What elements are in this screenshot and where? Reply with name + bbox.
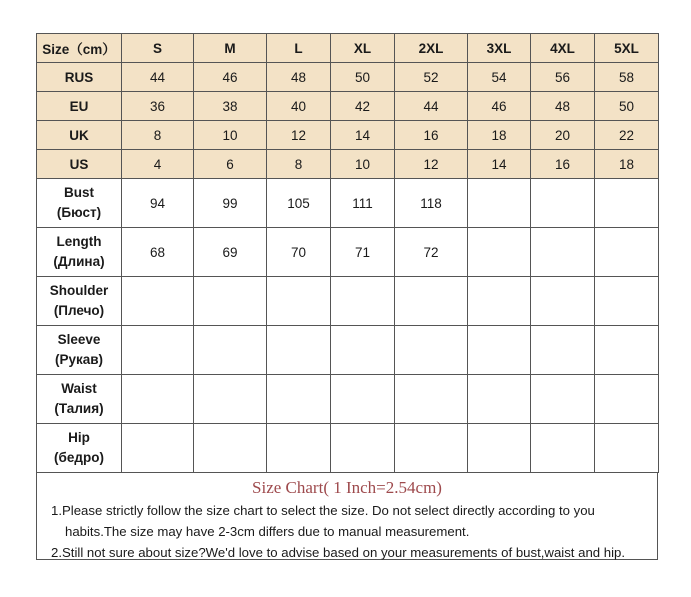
- measurement-label-en: Length: [56, 234, 102, 249]
- measurement-label-ru: (Рукав): [54, 352, 104, 367]
- measurement-value: 118: [395, 179, 468, 228]
- measurement-value: [595, 326, 659, 375]
- measurement-value: 69: [194, 228, 267, 277]
- measurement-label-en: Sleeve: [57, 332, 101, 347]
- measurement-value: [122, 375, 194, 424]
- size-system-value: 16: [395, 121, 468, 150]
- measurement-label-en: Shoulder: [49, 283, 109, 298]
- measurement-value: [531, 424, 595, 473]
- size-system-value: 18: [595, 150, 659, 179]
- note-1: [37, 500, 657, 542]
- measurement-value: [531, 179, 595, 228]
- measurement-row-length: [37, 228, 659, 277]
- measurement-value: [194, 277, 267, 326]
- size-system-value: 14: [468, 150, 531, 179]
- measurement-value: [267, 326, 331, 375]
- size-system-label: EU: [37, 92, 122, 121]
- size-header-xl: XL: [331, 34, 395, 63]
- size-system-value: 52: [395, 63, 468, 92]
- measurement-value: [331, 277, 395, 326]
- measurement-value: 94: [122, 179, 194, 228]
- measurement-label: [37, 424, 122, 473]
- measurement-label-en: Bust: [64, 185, 94, 200]
- measurement-value: [395, 326, 468, 375]
- size-header-3xl: 3XL: [468, 34, 531, 63]
- measurement-label: [37, 326, 122, 375]
- size-system-value: 18: [468, 121, 531, 150]
- measurement-value: 68: [122, 228, 194, 277]
- measurement-value: 71: [331, 228, 395, 277]
- note-2: 2.Still not sure about size?We'd love to advise based on your measurements of bust,waist and hip.: [51, 545, 626, 560]
- size-system-value: 44: [122, 63, 194, 92]
- measurement-value: [595, 424, 659, 473]
- size-system-value: 36: [122, 92, 194, 121]
- measurement-value: [395, 375, 468, 424]
- size-system-value: 20: [531, 121, 595, 150]
- size-system-value: 46: [194, 63, 267, 92]
- size-system-value: 38: [194, 92, 267, 121]
- measurement-label: [37, 179, 122, 228]
- size-system-value: 42: [331, 92, 395, 121]
- size-chart-notes: [36, 473, 658, 560]
- measurement-label: [37, 228, 122, 277]
- size-system-value: 48: [267, 63, 331, 92]
- size-system-value: 54: [468, 63, 531, 92]
- measurement-value: [331, 375, 395, 424]
- measurement-value: [531, 277, 595, 326]
- size-system-value: 58: [595, 63, 659, 92]
- measurement-label-en: Waist: [61, 381, 97, 396]
- size-system-value: 46: [468, 92, 531, 121]
- size-system-value: 40: [267, 92, 331, 121]
- measurement-value: 105: [267, 179, 331, 228]
- size-header-m: M: [194, 34, 267, 63]
- measurement-value: [395, 424, 468, 473]
- size-system-value: 50: [595, 92, 659, 121]
- size-system-label: UK: [37, 121, 122, 150]
- note-1-line-1: 1.Please strictly follow the size chart to select the size. Do not select directly according to you: [51, 503, 595, 518]
- measurement-value: [395, 277, 468, 326]
- measurement-row-sleeve: [37, 326, 659, 375]
- size-system-value: 56: [531, 63, 595, 92]
- size-system-row-eu: [37, 92, 659, 121]
- measurement-value: 111: [331, 179, 395, 228]
- size-header-2xl: 2XL: [395, 34, 468, 63]
- measurement-label: [37, 375, 122, 424]
- measurement-value: [595, 228, 659, 277]
- measurement-value: [194, 375, 267, 424]
- size-system-value: 4: [122, 150, 194, 179]
- measurement-value: [331, 326, 395, 375]
- measurement-value: 70: [267, 228, 331, 277]
- size-header-5xl: 5XL: [595, 34, 659, 63]
- measurement-value: [267, 277, 331, 326]
- header-label: Size（cm）: [37, 34, 122, 63]
- size-system-value: 6: [194, 150, 267, 179]
- size-system-value: 22: [595, 121, 659, 150]
- measurement-row-waist: [37, 375, 659, 424]
- measurement-row-hip: [37, 424, 659, 473]
- header-row: [37, 34, 659, 63]
- size-chart-title: Size Chart( 1 Inch=2.54cm): [252, 478, 442, 497]
- size-system-label: RUS: [37, 63, 122, 92]
- measurement-value: [122, 277, 194, 326]
- measurement-row-bust: [37, 179, 659, 228]
- measurement-label-ru: (бедро): [54, 450, 104, 465]
- measurement-value: [468, 326, 531, 375]
- measurement-value: [267, 424, 331, 473]
- measurement-value: 99: [194, 179, 267, 228]
- measurement-label: [37, 277, 122, 326]
- size-chart-table: [36, 33, 659, 473]
- size-system-row-rus: [37, 63, 659, 92]
- size-system-row-uk: [37, 121, 659, 150]
- size-header-s: S: [122, 34, 194, 63]
- measurement-value: [122, 326, 194, 375]
- size-system-value: 10: [331, 150, 395, 179]
- measurement-label-ru: (Длина): [53, 254, 105, 269]
- size-header-l: L: [267, 34, 331, 63]
- measurement-label-ru: (Бюст): [56, 205, 102, 220]
- measurement-value: [194, 424, 267, 473]
- measurement-value: [267, 375, 331, 424]
- size-system-value: 44: [395, 92, 468, 121]
- measurement-value: [194, 326, 267, 375]
- measurement-value: [531, 375, 595, 424]
- size-system-label: US: [37, 150, 122, 179]
- measurement-value: [595, 179, 659, 228]
- measurement-value: [468, 179, 531, 228]
- size-header-4xl: 4XL: [531, 34, 595, 63]
- measurement-label-ru: (Плечо): [53, 303, 105, 318]
- measurement-value: [468, 277, 531, 326]
- measurement-row-shoulder: [37, 277, 659, 326]
- size-system-value: 12: [267, 121, 331, 150]
- measurement-value: [531, 326, 595, 375]
- measurement-value: [331, 424, 395, 473]
- size-system-row-us: [37, 150, 659, 179]
- measurement-value: [595, 375, 659, 424]
- measurement-value: 72: [395, 228, 468, 277]
- size-system-value: 16: [531, 150, 595, 179]
- measurement-value: [468, 228, 531, 277]
- measurement-label-ru: (Талия): [54, 401, 104, 416]
- size-system-value: 8: [267, 150, 331, 179]
- size-system-value: 8: [122, 121, 194, 150]
- note-1-line-2: habits.The size may have 2-3cm differs due to manual measurement.: [65, 524, 470, 539]
- size-system-value: 14: [331, 121, 395, 150]
- measurement-value: [595, 277, 659, 326]
- size-system-value: 50: [331, 63, 395, 92]
- measurement-value: [122, 424, 194, 473]
- measurement-label-en: Hip: [68, 430, 90, 445]
- size-system-value: 12: [395, 150, 468, 179]
- measurement-value: [531, 228, 595, 277]
- size-system-value: 10: [194, 121, 267, 150]
- size-system-value: 48: [531, 92, 595, 121]
- measurement-value: [468, 424, 531, 473]
- measurement-value: [468, 375, 531, 424]
